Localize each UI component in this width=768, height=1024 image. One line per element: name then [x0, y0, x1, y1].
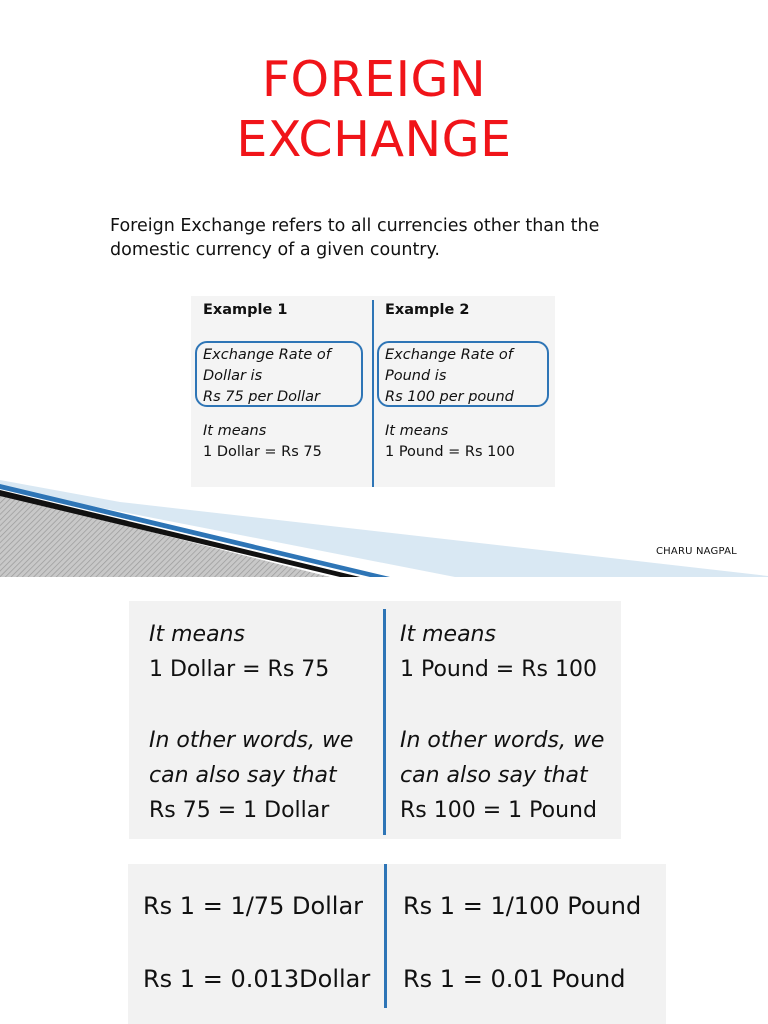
- conversion-panel: [128, 864, 666, 1024]
- example-2-box-line-1: Exchange Rate of: [385, 347, 513, 363]
- dollar-decimal: Rs 1 = 0.013Dollar: [143, 965, 371, 993]
- dollar-reverse-value: Rs 75 = 1 Dollar: [149, 798, 330, 823]
- example-1-box-line-3: Rs 75 per Dollar: [203, 389, 320, 405]
- pound-means-value: 1 Pound = Rs 100: [400, 657, 597, 682]
- example-1: [203, 296, 378, 463]
- pound-means-label: It means: [400, 622, 496, 647]
- slide-2: [0, 577, 768, 1024]
- dollar-means-value: 1 Dollar = Rs 75: [149, 657, 330, 682]
- dollar-fraction: Rs 1 = 1/75 Dollar: [143, 892, 364, 920]
- pound-other-words-2: can also say that: [400, 763, 588, 788]
- example-2-rate-box: [377, 341, 549, 407]
- example-2: [385, 296, 560, 463]
- equivalence-divider: [383, 609, 386, 835]
- definition-line-1: Foreign Exchange refers to all currencies other than the: [110, 216, 600, 236]
- definition-line-2: domestic currency of a given country.: [110, 240, 440, 260]
- example-1-heading: Example 1: [203, 302, 288, 318]
- definition-text: [110, 214, 670, 262]
- example-1-rate-box: [195, 341, 363, 407]
- slide-title: [0, 50, 748, 170]
- example-2-box-line-2: Pound is: [385, 368, 447, 384]
- examples-panel: [191, 296, 555, 487]
- example-1-box-line-2: Dollar is: [203, 368, 263, 384]
- slide-decoration: [0, 480, 768, 577]
- dollar-other-words-1: In other words, we: [149, 728, 354, 753]
- example-2-means-value: 1 Pound = Rs 100: [385, 444, 515, 460]
- example-2-box-line-3: Rs 100 per pound: [385, 389, 514, 405]
- dollar-means-label: It means: [149, 622, 245, 647]
- example-1-means-value: 1 Dollar = Rs 75: [203, 444, 322, 460]
- pound-decimal: Rs 1 = 0.01 Pound: [403, 965, 626, 993]
- example-1-box-line-1: Exchange Rate of: [203, 347, 331, 363]
- pound-reverse-value: Rs 100 = 1 Pound: [400, 798, 597, 823]
- dollar-column: [149, 617, 379, 828]
- example-2-heading: Example 2: [385, 302, 470, 318]
- pound-fraction: Rs 1 = 1/100 Pound: [403, 892, 642, 920]
- author-credit: CHARU NAGPAL: [656, 546, 737, 557]
- equivalence-panel: [129, 601, 621, 839]
- example-1-means-label: It means: [203, 423, 267, 439]
- conversion-divider: [384, 864, 387, 1008]
- title-line-1: FOREIGN: [261, 51, 487, 108]
- title-line-2: EXCHANGE: [236, 111, 512, 168]
- dollar-other-words-2: can also say that: [149, 763, 337, 788]
- example-2-means-label: It means: [385, 423, 449, 439]
- pound-column: [400, 617, 620, 828]
- pound-other-words-1: In other words, we: [400, 728, 605, 753]
